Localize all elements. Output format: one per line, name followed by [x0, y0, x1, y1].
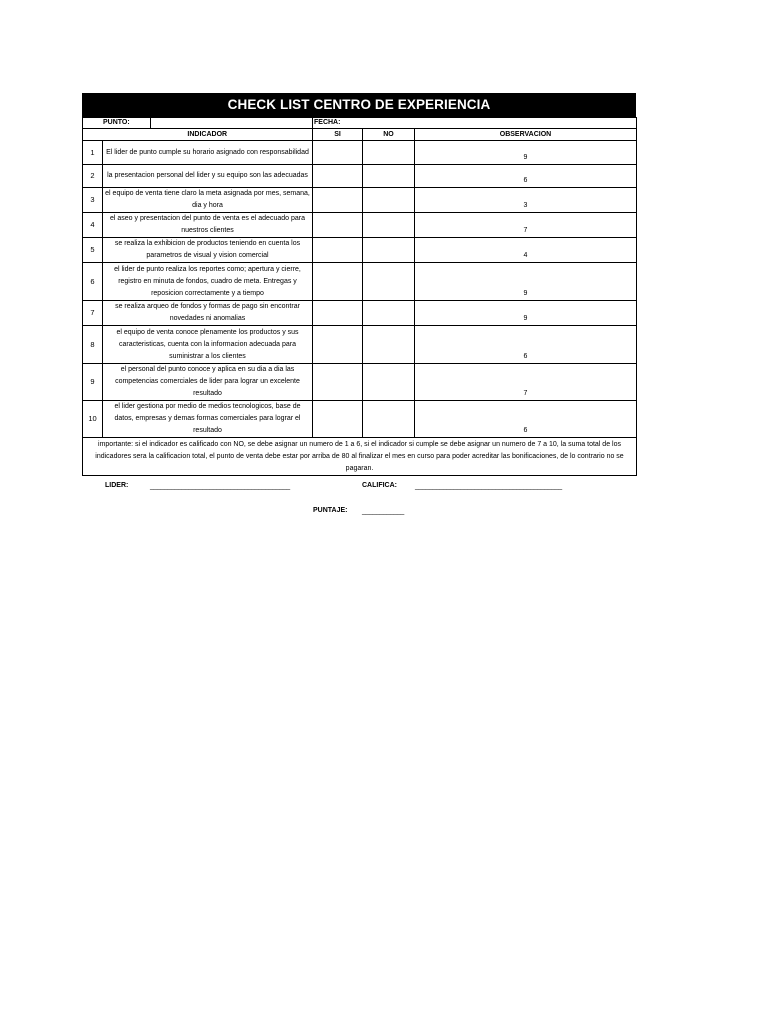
observacion-value[interactable]: 9	[415, 301, 637, 326]
observacion-value[interactable]: 6	[415, 401, 637, 438]
indicator-text: El lider de punto cumple su horario asignado con responsabilidad	[103, 141, 313, 165]
no-checkbox-cell[interactable]	[363, 238, 415, 263]
num-header	[83, 129, 103, 141]
observacion-value[interactable]: 4	[415, 238, 637, 263]
lider-signature-line[interactable]: ________________________________________	[150, 483, 290, 490]
info-row	[83, 118, 637, 129]
observacion-value[interactable]: 9	[415, 141, 637, 165]
checklist-table	[82, 117, 637, 476]
observacion-value[interactable]: 7	[415, 364, 637, 401]
indicator-row	[83, 301, 637, 326]
indicator-text: el aseo y presentacion del punto de venta es el adecuado para nuestros clientes	[103, 213, 313, 238]
indicator-number: 6	[83, 263, 103, 301]
indicator-number: 3	[83, 188, 103, 213]
no-checkbox-cell[interactable]	[363, 326, 415, 364]
si-checkbox-cell[interactable]	[313, 401, 363, 438]
indicator-number: 7	[83, 301, 103, 326]
no-checkbox-cell[interactable]	[363, 141, 415, 165]
indicator-number: 2	[83, 165, 103, 188]
indicator-text: el equipo de venta conoce plenamente los productos y sus caracteristicas, cuenta con la informacion adecuada para suministrar a los clientes	[103, 326, 313, 364]
punto-field[interactable]	[151, 118, 313, 129]
indicator-text: se realiza la exhibicion de productos teniendo en cuenta los parametros de visual y vision comercial	[103, 238, 313, 263]
indicator-row	[83, 238, 637, 263]
observacion-header: OBSERVACION	[415, 129, 637, 141]
header-row	[83, 129, 637, 141]
indicator-row	[83, 188, 637, 213]
indicator-number: 9	[83, 364, 103, 401]
no-checkbox-cell[interactable]	[363, 364, 415, 401]
indicator-number: 10	[83, 401, 103, 438]
checklist-sheet	[82, 93, 636, 476]
indicator-number: 1	[83, 141, 103, 165]
si-checkbox-cell[interactable]	[313, 141, 363, 165]
puntaje-label: PUNTAJE:	[313, 507, 348, 514]
fecha-label: FECHA:	[314, 119, 341, 126]
observacion-value[interactable]: 7	[415, 213, 637, 238]
califica-signature-line[interactable]: __________________________________________	[415, 483, 562, 490]
importante-note: importante: si el indicador es calificado con NO, se debe asignar un numero de 1 a 6, si el indicador si cumple se debe asignar un numero de 7 a 10, la suma total de los indicadores sera la calificacion total, el punto de venta debe estar por arriba de 80 al finalizar el mes en curso para poder acreditar las bonificaciones, de lo contrario no se pagaran.	[83, 438, 637, 476]
indicator-text: el equipo de venta tiene claro la meta asignada por mes, semana, dia y hora	[103, 188, 313, 213]
si-checkbox-cell[interactable]	[313, 263, 363, 301]
indicator-row	[83, 401, 637, 438]
indicator-text: el personal del punto conoce y aplica en su dia a dia las competencias comerciales de lider para lograr un excelente resultado	[103, 364, 313, 401]
punto-label: PUNTO:	[83, 118, 151, 129]
si-checkbox-cell[interactable]	[313, 364, 363, 401]
note-row	[83, 438, 637, 476]
indicator-text: el lider gestiona por medio de medios tecnologicos, base de datos, empresas y demas formas comerciales para lograr el resultado	[103, 401, 313, 438]
lider-label: LIDER:	[105, 482, 129, 489]
indicator-row	[83, 213, 637, 238]
indicator-row	[83, 263, 637, 301]
indicator-text: la presentacion personal del lider y su equipo son las adecuadas	[103, 165, 313, 188]
no-checkbox-cell[interactable]	[363, 213, 415, 238]
si-checkbox-cell[interactable]	[313, 238, 363, 263]
si-checkbox-cell[interactable]	[313, 188, 363, 213]
no-header: NO	[363, 129, 415, 141]
califica-label: CALIFICA:	[362, 482, 397, 489]
indicator-row	[83, 165, 637, 188]
indicator-number: 8	[83, 326, 103, 364]
si-checkbox-cell[interactable]	[313, 165, 363, 188]
indicator-text: se realiza arqueo de fondos y formas de pago sin encontrar novedades ni anomalias	[103, 301, 313, 326]
observacion-value[interactable]: 6	[415, 165, 637, 188]
indicator-row	[83, 141, 637, 165]
observacion-value[interactable]: 3	[415, 188, 637, 213]
no-checkbox-cell[interactable]	[363, 301, 415, 326]
checklist-title: CHECK LIST CENTRO DE EXPERIENCIA	[82, 93, 636, 117]
observacion-value[interactable]: 9	[415, 263, 637, 301]
si-checkbox-cell[interactable]	[313, 301, 363, 326]
no-checkbox-cell[interactable]	[363, 401, 415, 438]
no-checkbox-cell[interactable]	[363, 188, 415, 213]
observacion-value[interactable]: 6	[415, 326, 637, 364]
indicator-text: el lider de punto realiza los reportes como; apertura y cierre, registro en minuta de fondos, cuadro de meta. Entregas y reposicion correctamente y a tiempo	[103, 263, 313, 301]
si-checkbox-cell[interactable]	[313, 213, 363, 238]
indicator-number: 5	[83, 238, 103, 263]
no-checkbox-cell[interactable]	[363, 263, 415, 301]
puntaje-line[interactable]: ____________	[362, 508, 404, 515]
si-header: SI	[313, 129, 363, 141]
indicator-rows	[83, 141, 637, 438]
indicator-number: 4	[83, 213, 103, 238]
no-checkbox-cell[interactable]	[363, 165, 415, 188]
fecha-field[interactable]	[313, 118, 637, 129]
indicador-header: INDICADOR	[103, 129, 313, 141]
si-checkbox-cell[interactable]	[313, 326, 363, 364]
indicator-row	[83, 364, 637, 401]
indicator-row	[83, 326, 637, 364]
